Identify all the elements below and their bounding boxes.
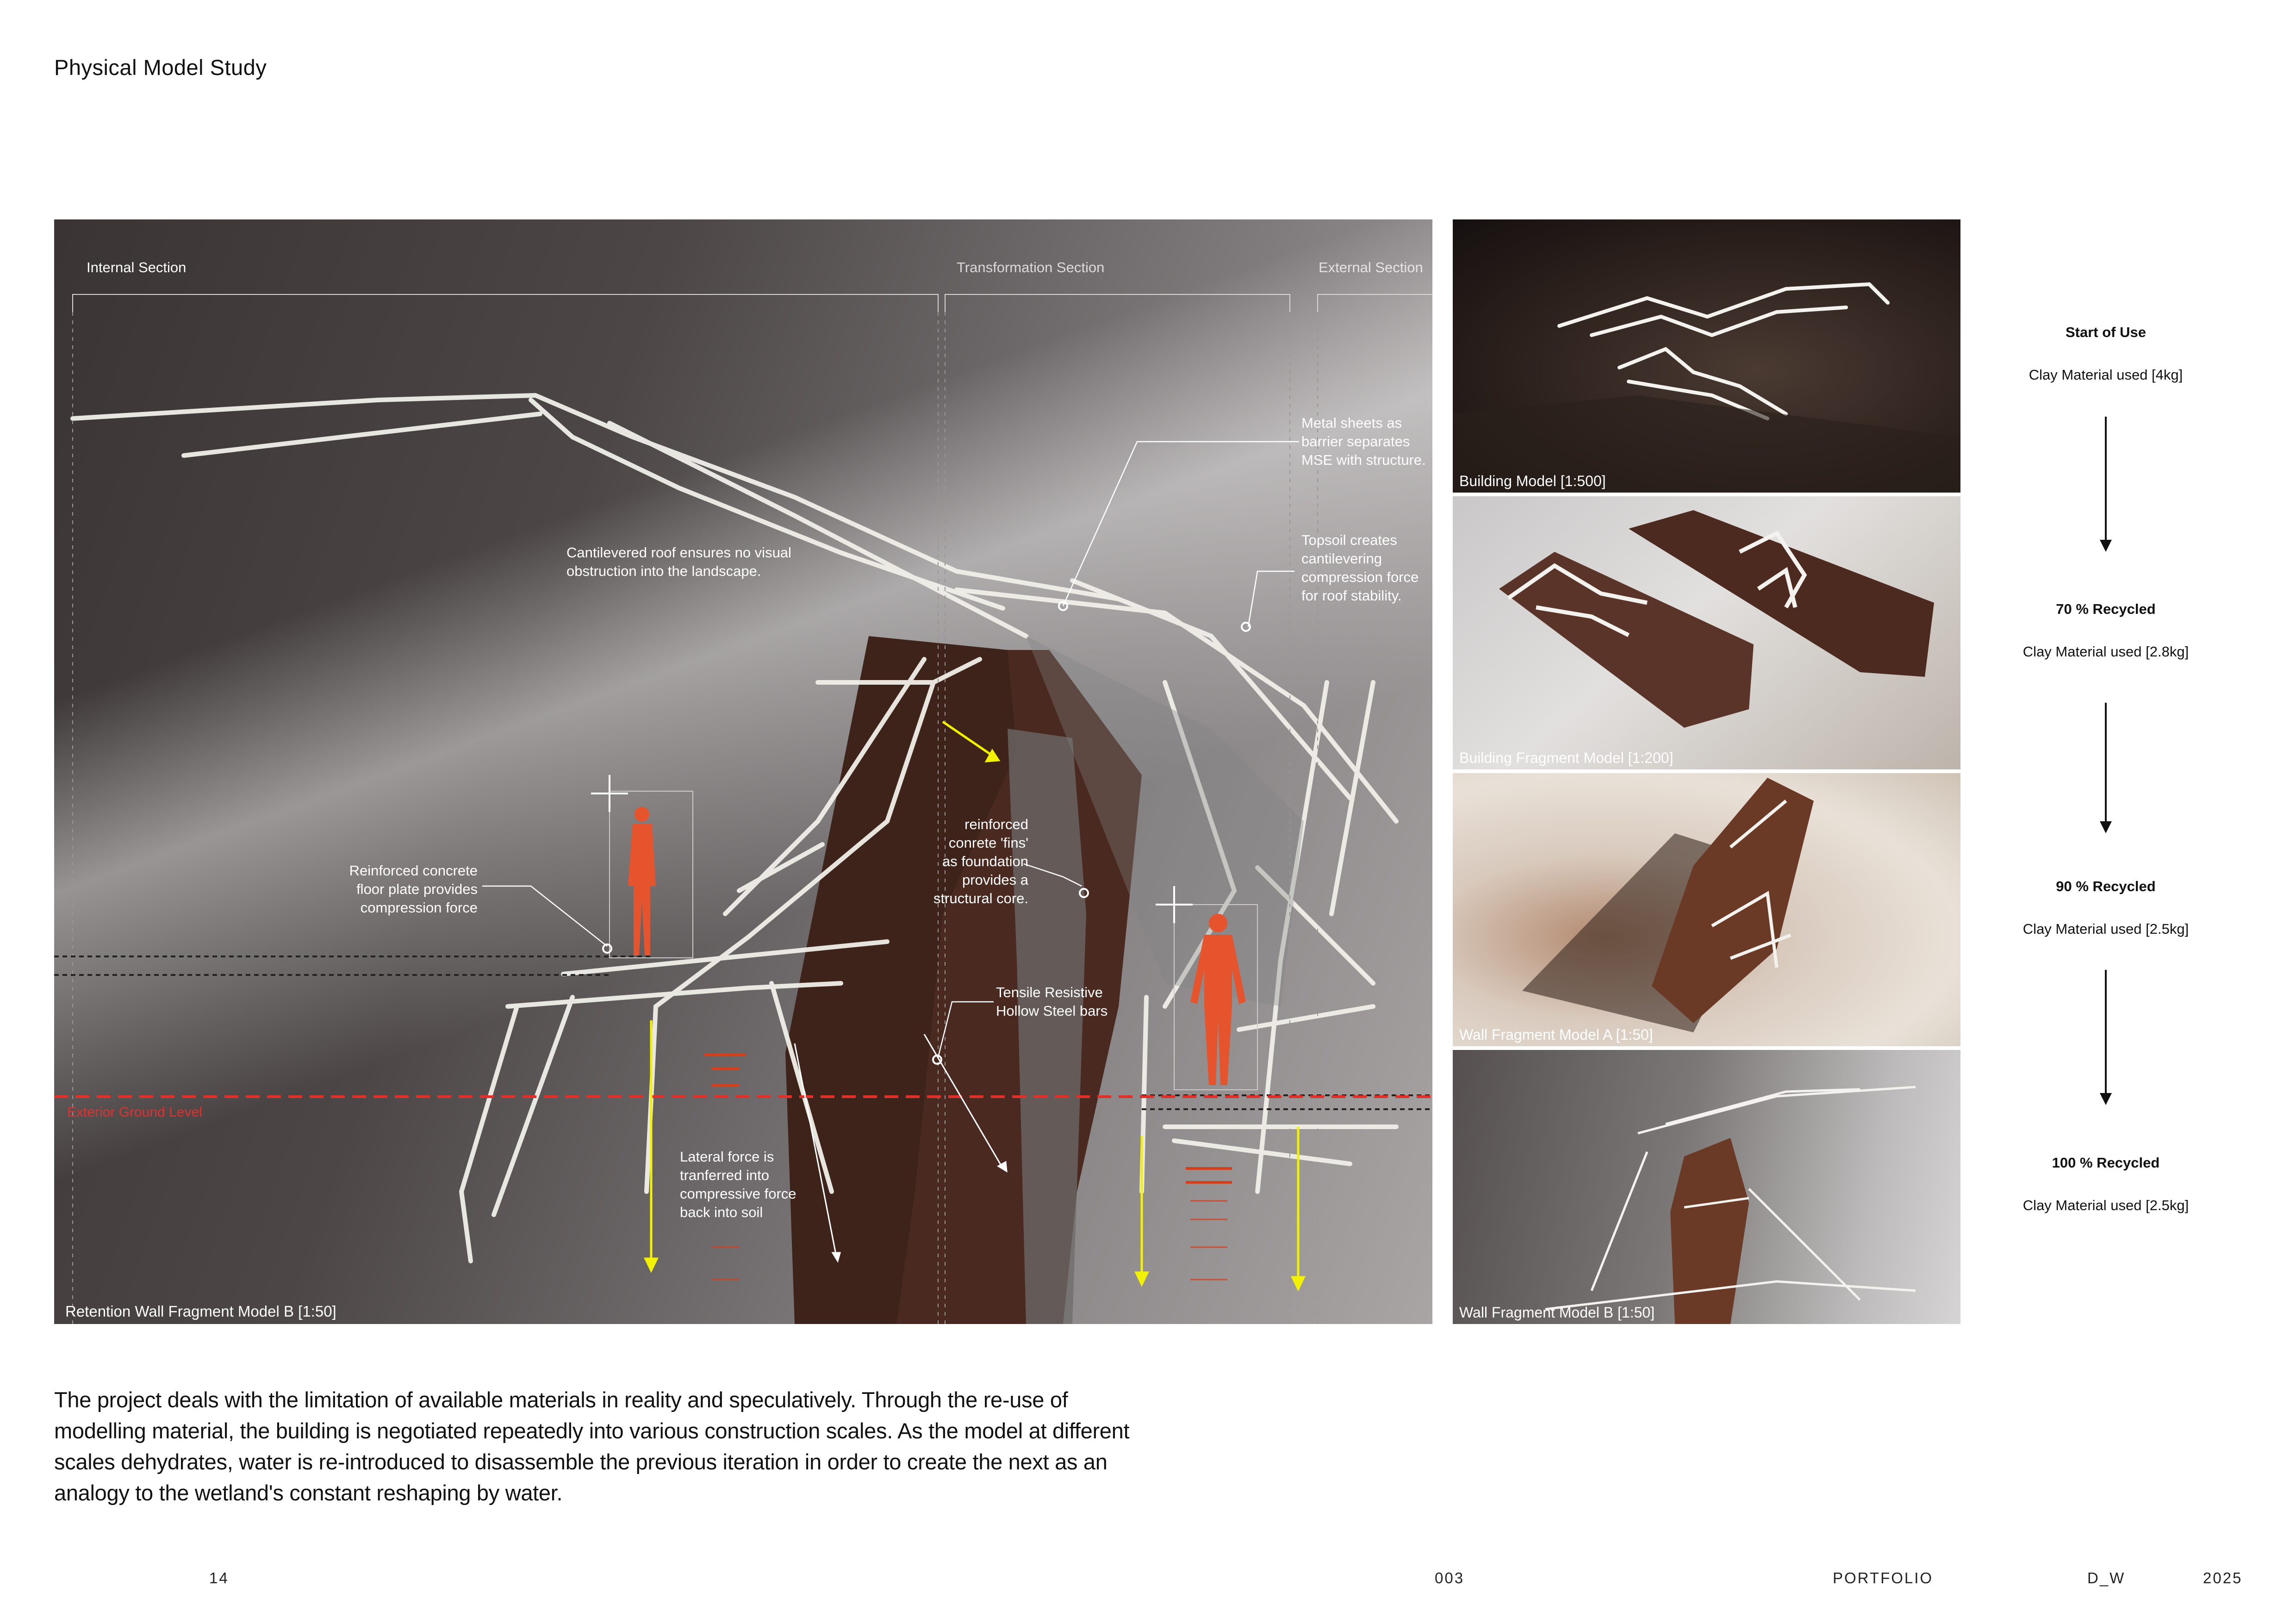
thumbnail-caption: Wall Fragment Model A [1:50] — [1459, 1026, 1653, 1043]
recycle-step-start — [1990, 324, 2221, 383]
thumbnail-wall-fragment-b — [1453, 1050, 1960, 1324]
recycle-step-70 — [1990, 601, 2221, 660]
thumbnail-caption: Building Model [1:500] — [1459, 473, 1606, 489]
footer-project-number: 003 — [1435, 1569, 1465, 1587]
flow-arrow-down-icon — [2105, 417, 2107, 542]
annotation-cantilevered-roof: Cantilevered roof ensures no visual obstruction into the landscape. — [566, 544, 791, 579]
footer-author: D_W — [2087, 1569, 2126, 1587]
annotation-floor-plate: Reinforced concrete floor plate provides compression force — [349, 862, 478, 916]
footer-portfolio: PORTFOLIO — [1833, 1569, 1934, 1587]
flow-arrow-down-icon — [2105, 970, 2107, 1095]
recycle-step-title: Start of Use — [2066, 324, 2146, 340]
recycle-step-subtitle: Clay Material used [2.5kg] — [2022, 921, 2189, 937]
recycle-step-subtitle: Clay Material used [2.8kg] — [2022, 643, 2189, 660]
page-title: Physical Model Study — [54, 55, 267, 80]
annotation-lateral-force: Lateral force is tranferred into compressive force back into soil — [680, 1149, 796, 1220]
section-label-internal: Internal Section — [87, 259, 187, 275]
recycle-step-title: 90 % Recycled — [2056, 878, 2156, 894]
main-figure-caption: Retention Wall Fragment Model B [1:50] — [65, 1303, 336, 1320]
main-model-photo — [54, 219, 1432, 1324]
flow-arrow-down-icon — [2105, 703, 2107, 823]
ground-level-label: Exterior Ground Level — [67, 1105, 202, 1120]
thumbnail-building-model — [1453, 219, 1960, 493]
annotation-fins: reinforced conrete 'fins' as foundation provides a structural core. — [933, 816, 1028, 906]
footer-page-number: 14 — [209, 1569, 229, 1587]
footer-year: 2025 — [2203, 1569, 2243, 1587]
recycle-step-subtitle: Clay Material used [2.5kg] — [2022, 1197, 2189, 1213]
annotation-topsoil: Topsoil creates cantilevering compression force for roof stability. — [1301, 532, 1419, 604]
recycle-step-subtitle: Clay Material used [4kg] — [2028, 367, 2183, 383]
annotation-tensile-bars: Tensile Resistive Hollow Steel bars — [996, 984, 1108, 1019]
human-figure-1 — [610, 791, 693, 958]
section-label-transformation: Transformation Section — [957, 259, 1105, 275]
recycle-step-100 — [1990, 1155, 2221, 1214]
annotation-metal-sheets: Metal sheets as barrier separates MSE with structure. — [1301, 415, 1426, 468]
recycle-step-90 — [1990, 878, 2221, 937]
thumbnail-caption: Building Fragment Model [1:200] — [1459, 750, 1674, 766]
recycle-step-title: 70 % Recycled — [2056, 601, 2156, 617]
thumbnail-caption: Wall Fragment Model B [1:50] — [1459, 1304, 1655, 1321]
recycle-step-title: 100 % Recycled — [2052, 1155, 2160, 1171]
thumbnail-building-fragment-model — [1453, 496, 1960, 769]
section-label-external: External Section — [1319, 259, 1423, 275]
thumbnail-wall-fragment-a — [1453, 773, 1960, 1046]
project-description: The project deals with the limitation of available materials in reality and speculatively. Through the re-use of modelling material, the building is negotiated repeatedly into various construction scales. As the model at different scales dehydrates, water is re-introduced to disassemble the previous iteration in order to create the next as an analogy to the wetland's constant reshaping by water. — [54, 1387, 1130, 1505]
